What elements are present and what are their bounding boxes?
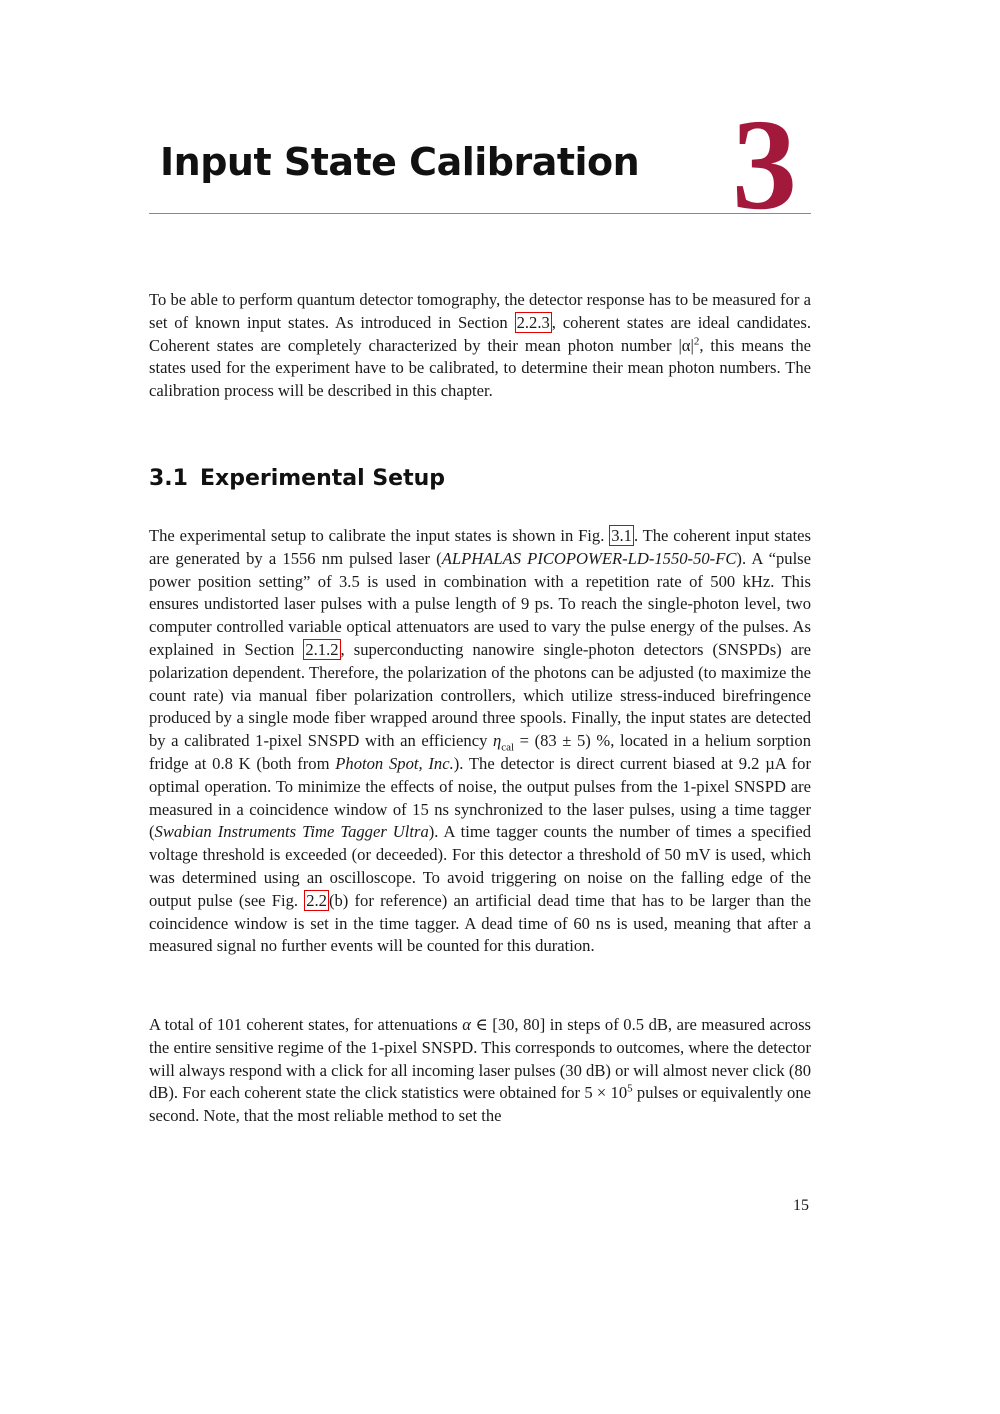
text-run: . The coherent input states are generated by a 1556 nm pulsed laser ( — [149, 526, 811, 568]
text-run: (b) for reference) an artificial dead time that has to be larger than the coincidence window is set in the time tagger. A dead time of 60 ns is used, meaning that after a measured signal no further events will be counted for this duration. — [149, 890, 811, 956]
text-run: ). A “pulse power position setting” of 3.5 is used in combination with a repetition rate of 500 kHz. This ensures undistorted laser pulses with a pulse length of 9 ps. To reach the single-photon level, two computer controlled variable optical attenuators are used to vary the pulse energy of the pulses. As explained in Section — [149, 548, 811, 659]
text-run: ). The detector is direct current biased at 9.2 µA for optimal operation. To minimize the effects of noise, the output pulses from the 1-pixel SNSPD are measured in a coincidence window of 15 ns synchronized to the laser pulses, using a time tagger ( — [149, 753, 811, 842]
setup-paragraph — [149, 525, 811, 958]
intro-paragraph — [149, 289, 811, 403]
chapter-title: Input State Calibration — [160, 140, 640, 184]
eta-subscript: cal — [501, 741, 515, 754]
text-run: ). A time tagger counts the number of times a specified voltage threshold is exceeded (or deceeded). For this detector a threshold of 50 mV is used, which was determined using an oscilloscope. To avoid triggering on noise on the falling edge of the output pulse (see Fig. — [149, 822, 811, 910]
alpha-symbol: α — [462, 1015, 471, 1034]
section-link-2-2-3[interactable]: 2.2.3 — [516, 312, 550, 332]
chapter-divider — [149, 213, 811, 214]
superscript: 5 — [627, 1082, 633, 1095]
page-number: 15 — [793, 1197, 809, 1214]
vendor-name: Photon Spot, Inc. — [335, 753, 454, 773]
text-run: , coherent states are ideal candidates. Coherent states are completely characterized by their mean photon number |α| — [149, 312, 811, 355]
tagger-model: Swabian Instruments Time Tagger Ultra — [154, 822, 429, 842]
laser-model: ALPHALAS PICOPOWER-LD-1550-50-FC — [441, 548, 737, 568]
coherent-states-paragraph — [149, 1014, 811, 1128]
figure-link-2-2[interactable]: 2.2 — [306, 890, 327, 910]
figure-link-3-1[interactable]: 3.1 — [611, 526, 632, 545]
text-run: , superconducting nanowire single-photon detectors (SNSPDs) are polarization dependent. Therefore, the polarization of the photons can be adjusted (to maximize the count rate) via manual fiber polarization controllers, which utilize stress-induced birefringence produced by a single mode fiber wrapped around three spools. Finally, the input states are detected by a calibrated 1-pixel SNSPD with an efficiency — [149, 639, 811, 751]
section-title: Experimental Setup — [199, 466, 446, 491]
section-link-2-1-2[interactable]: 2.1.2 — [305, 639, 339, 659]
text-run: A total of 101 coherent states, for attenuations — [149, 1015, 463, 1034]
chapter-number: 3 — [732, 93, 797, 237]
text-run: The experimental setup to calibrate the input states is shown in Fig. — [149, 526, 610, 545]
section-heading — [149, 466, 445, 491]
eta-symbol: η — [492, 731, 502, 751]
text-run: To be able to perform quantum detector tomography, the detector response has to be measured for a set of known input states. As introduced in Section — [149, 290, 811, 332]
section-number: 3.1 — [149, 466, 188, 491]
superscript: 2 — [693, 335, 700, 348]
text-run: ∈ [30, 80] in steps of 0.5 dB, are measured across the entire sensitive regime of the 1-pixel SNSPD. This corresponds to outcomes, where the detector will always respond with a click for all incoming laser pulses (30 dB) or will almost never click (80 dB). For each coherent state the click statistics were obtained for 5 × 10 — [149, 1015, 811, 1103]
text-run: , this means the states used for the experiment have to be calibrated, to determine their mean photon numbers. The calibration process will be described in this chapter. — [149, 335, 811, 401]
text-run: = (83 ± 5) %, located in a helium sorption fridge at 0.8 K (both from — [149, 731, 811, 773]
text-run: pulses or equivalently one second. Note, that the most reliable method to set the — [149, 1083, 811, 1126]
